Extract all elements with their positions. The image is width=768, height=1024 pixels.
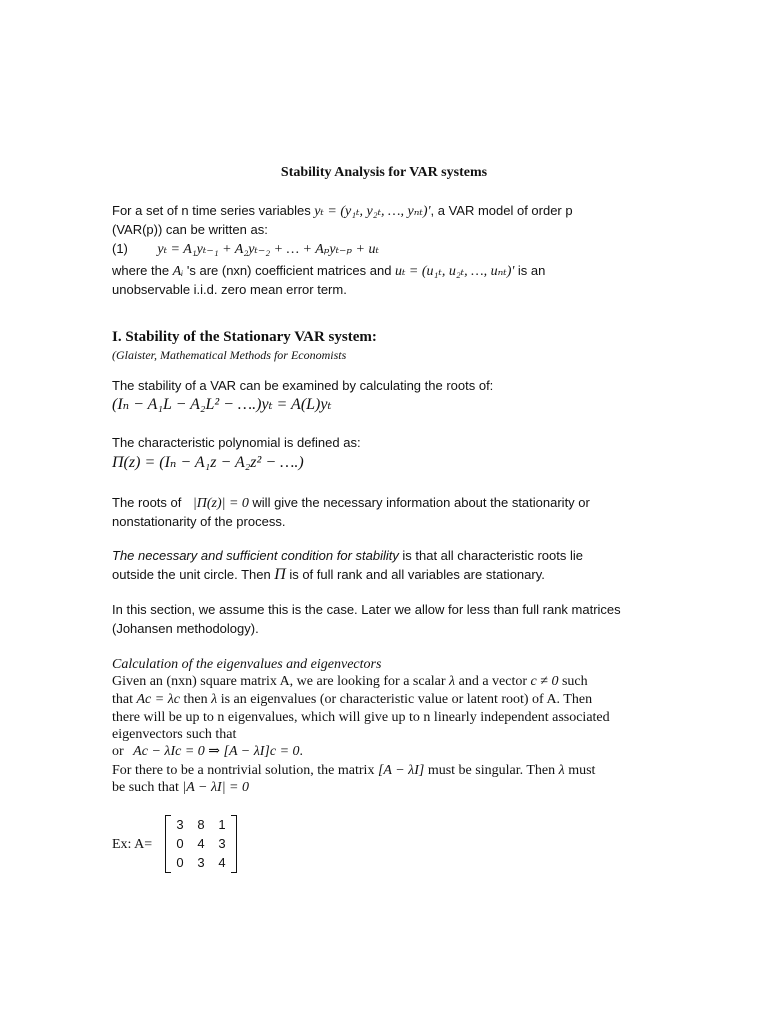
c-nonzero-formula: c ≠ 0 xyxy=(530,674,559,689)
matrix-cell: 0 xyxy=(176,836,184,851)
paragraph-4-line-2 xyxy=(112,566,672,585)
paragraph-2 xyxy=(112,434,672,453)
lag-polynomial-formula: (Iₙ − A₁L − A₂L² − ….)yₜ = A(L)yₜ xyxy=(112,396,332,413)
paragraph-text: eigenvectors such that xyxy=(112,727,237,742)
pi-symbol: Π xyxy=(274,566,286,583)
paragraph-5 xyxy=(112,601,672,620)
paragraph-text: (Johansen methodology). xyxy=(112,621,259,636)
intro-text: 's are (nxn) coefficient matrices and xyxy=(186,263,392,278)
determinant-formula: |Π(z)| = 0 xyxy=(192,496,249,511)
eigen-subheading: Calculation of the eigenvalues and eigenvectors xyxy=(112,657,382,672)
intro-text: (VAR(p)) can be written as: xyxy=(112,222,268,237)
eigen-line-6 xyxy=(112,762,672,780)
intro-line-5 xyxy=(112,281,672,300)
intro-text: unobservable i.i.d. zero mean error term. xyxy=(112,282,347,297)
paragraph-text: there will be up to n eigenvalues, which will give up to n linearly independent associated xyxy=(112,710,610,725)
paragraph-text: In this section, we assume this is the case. Later we allow for less than full rank matrices xyxy=(112,602,621,617)
eigen-line-1 xyxy=(112,673,672,691)
section-heading xyxy=(112,328,672,347)
intro-text: , a VAR model of order p xyxy=(430,203,573,218)
paragraph-text: be such that xyxy=(112,780,179,795)
paragraph-text: must be singular. Then xyxy=(427,763,556,778)
ut-vector-formula: uₜ = (u₁ₜ, u₂ₜ, …, uₙₜ)' xyxy=(394,264,515,279)
intro-line-2 xyxy=(112,221,672,240)
equation-1 xyxy=(112,240,672,259)
matrix-cell: 1 xyxy=(218,817,226,832)
eigen-line-2 xyxy=(112,691,672,709)
characteristic-polynomial-formula: Π(z) = (Iₙ − A₁z − A₂z² − ….) xyxy=(112,454,304,471)
matrix-cell: 3 xyxy=(218,836,226,851)
eigen-system-formula: Ac − λIc = 0 ⇒ [A − λI]c = 0 xyxy=(133,744,300,759)
matrix-cell: 4 xyxy=(218,855,226,870)
matrix-row xyxy=(166,853,236,872)
paragraph-text: outside the unit circle. Then xyxy=(112,567,271,582)
matrix-cell: 3 xyxy=(197,855,205,870)
source-citation xyxy=(112,346,672,365)
paragraph-text: will give the necessary information about the stationarity or xyxy=(252,495,590,510)
paragraph-text: that xyxy=(112,692,133,707)
equation-label: (1) xyxy=(112,241,128,256)
equation-lag-polynomial xyxy=(112,396,672,415)
example-label: Ex: A= xyxy=(112,837,153,852)
yt-vector-formula: yₜ = (y₁ₜ, y₂ₜ, …, yₙₜ)' xyxy=(314,204,431,219)
condition-emphasis: The necessary and sufficient condition for stability xyxy=(112,548,399,563)
paragraph-5-line-2 xyxy=(112,620,672,639)
paragraph-text: and a vector xyxy=(458,674,528,689)
example-matrix xyxy=(165,815,237,873)
paragraph-text: must xyxy=(568,763,596,778)
paragraph-text: or xyxy=(112,744,124,759)
matrix-cell: 4 xyxy=(197,836,205,851)
section-1-heading: I. Stability of the Stationary VAR system: xyxy=(112,329,377,345)
intro-line-4 xyxy=(112,262,672,281)
paragraph-text: nonstationarity of the process. xyxy=(112,514,286,529)
equation-characteristic xyxy=(112,454,672,473)
paragraph-text: then xyxy=(183,692,208,707)
matrix-cell: 8 xyxy=(197,817,205,832)
ai-symbol: Aᵢ xyxy=(172,264,184,279)
intro-text: For a set of n time series variables xyxy=(112,203,311,218)
matrix-row xyxy=(166,815,236,834)
singular-matrix-formula: [A − λI] xyxy=(377,763,425,778)
paragraph-3 xyxy=(112,494,672,513)
paragraph-text: The stability of a VAR can be examined by calculating the roots of: xyxy=(112,378,494,393)
paragraph-text: For there to be a nontrivial solution, the matrix xyxy=(112,763,375,778)
citation-text: (Glaister, Mathematical Methods for Economists xyxy=(112,348,347,362)
characteristic-equation: |A − λI| = 0 xyxy=(182,780,249,795)
paragraph-text: such xyxy=(561,674,588,689)
lambda-symbol: λ xyxy=(449,674,456,689)
eigen-line-3 xyxy=(112,709,672,727)
paragraph-3-line-2 xyxy=(112,513,672,532)
eigen-line-7 xyxy=(112,779,672,797)
page-title: Stability Analysis for VAR systems xyxy=(280,165,488,180)
var-equation: yₜ = A₁yₜ₋₁ + A₂yₜ₋₂ + … + Aₚyₜ₋ₚ + uₜ xyxy=(157,242,379,257)
matrix-cell: 0 xyxy=(176,855,184,870)
intro-line-1 xyxy=(112,202,672,221)
intro-text: is an xyxy=(517,263,546,278)
paragraph-text: is that all characteristic roots lie xyxy=(402,548,583,563)
matrix-row xyxy=(166,834,236,853)
lambda-symbol: λ xyxy=(211,692,218,707)
paragraph-text: is of full rank and all variables are stationary. xyxy=(289,567,545,582)
matrix-cell: 3 xyxy=(176,817,184,832)
lambda-symbol: λ xyxy=(558,763,565,778)
paragraph-text: The characteristic polynomial is defined as: xyxy=(112,435,361,450)
paragraph-text: . xyxy=(299,744,304,759)
paragraph-4 xyxy=(112,547,672,566)
intro-text: where the xyxy=(112,263,170,278)
paragraph-text: The roots of xyxy=(112,495,182,510)
paragraph-1 xyxy=(112,377,672,396)
paragraph-text: is an eigenvalues (or characteristic value or latent root) of A. Then xyxy=(220,692,593,707)
eigen-equation: Ac = λc xyxy=(136,692,180,707)
eigen-line-5 xyxy=(112,743,672,761)
subsection-heading xyxy=(112,656,672,674)
eigen-line-4 xyxy=(112,726,672,744)
paragraph-text: Given an (nxn) square matrix A, we are looking for a scalar xyxy=(112,674,446,689)
